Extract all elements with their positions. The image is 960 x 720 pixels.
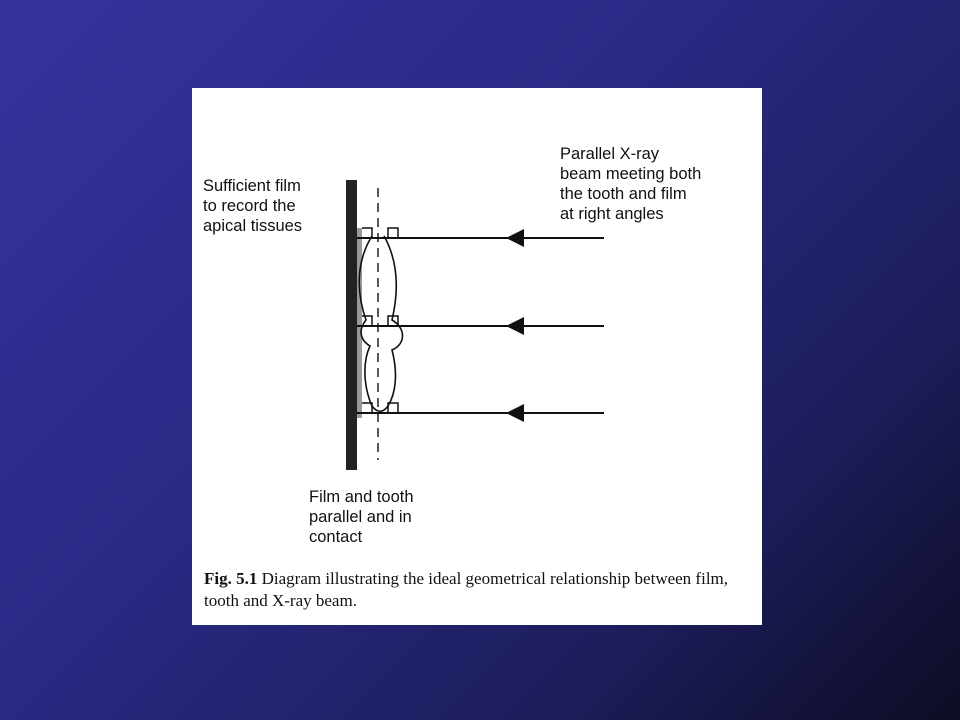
caption-prefix: Fig. 5.1	[204, 569, 258, 588]
film-emulsion-strip	[357, 228, 362, 418]
beam-arrowhead-middle	[506, 317, 524, 335]
beam-arrowhead-top	[506, 229, 524, 247]
parallel-beam-label: Parallel X-ray beam meeting both the tooth and film at right angles	[560, 145, 702, 223]
tooth-outline	[359, 236, 402, 411]
caption-text: Diagram illustrating the ideal geometrical relationship between film, tooth and X-ray beam.	[204, 569, 729, 610]
film-tooth-parallel-label: Film and tooth parallel and in contact	[309, 488, 414, 546]
beam-arrowhead-bottom	[506, 404, 524, 422]
sufficient-film-label: Sufficient film to record the apical tissues	[203, 177, 303, 235]
figure-card	[192, 88, 762, 625]
figure-caption	[204, 568, 754, 612]
